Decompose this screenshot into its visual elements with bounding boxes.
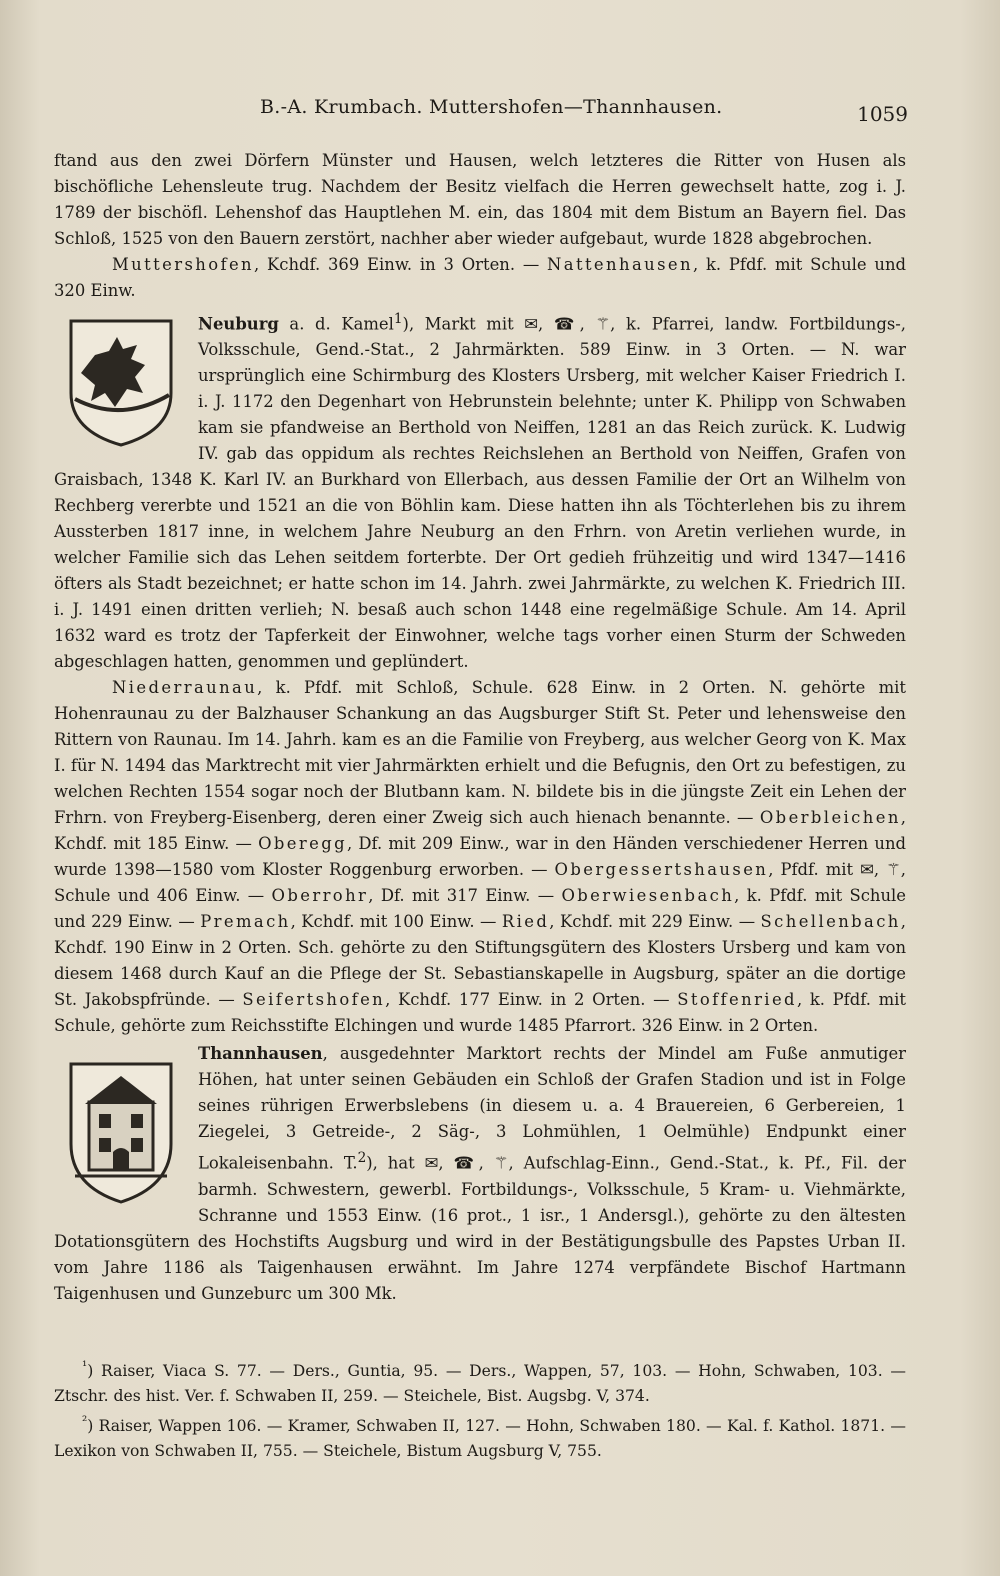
- running-header: [60, 92, 920, 132]
- running-title: B.-A. Krumbach. Muttershofen—Thannhausen.: [260, 96, 723, 118]
- paragraph-muenster: ftand aus den zwei Dörfern Münster und Hausen, welch letzteres die Ritter von Husen als bischöfliche Lehensleute trug. Nachdem der Besitz vielfach die Herren gewechselt hatte, zog i. J. 1789 der bischöfl. Lehenshof das Hauptlehen M. ein, das 1804 mit dem Bistum an Bayern fiel. Das Schloß, 1525 von den Bauern zerstört, nachher aber wieder aufgebaut, wurde 1828 abgebrochen.: [54, 151, 906, 248]
- entry-oberwiesenbach: Oberwiesenbach: [561, 886, 735, 906]
- footnote-2: $^{^2}$) Raiser, Wappen 106. — Kramer, Schwaben II, 127. — Hohn, Schwaben 180. — Kal. f. Kathol. 1871. — Lexikon von Schwaben II, 755. — Steichele, Bistum Augsburg V, 755.: [54, 1414, 906, 1461]
- page-number: 1059: [857, 102, 908, 126]
- paragraph-niederraunau: Niederraunau, k. Pfdf. mit Schloß, Schule. 628 Einw. in 2 Orten. N. gehörte mit Hohenraunau zu der Balzhauser Schankung an das Augsburger Stift St. Peter und lehensweise den Rittern von Raunau. Im 14. Jahrh. kam es an die Familie von Freyberg, aus welcher Georg von K. Max I. für N. 1494 das Marktrecht mit vier Jahrmärkten erhielt und die Befugnis, den Ort zu befestigen, zu welchen Rechten 1554 sogar noch der Blutbann kam. N. bildete bis in die jüngste Zeit ein Lehen der Frhrn. von Freyberg-Eisenberg, deren einer Zweig sich auch hienach benannte. — Oberbleichen, Kchdf. mit 185 Einw. — Oberegg, Df. mit 209 Einw., war in den Händen verschiedener Herren und wurde 1398—1580 vom Kloster Roggenburg erworben. — Obergessertshausen, Pfdf. mit ✉, ⚚, Schule und 406 Einw. — Oberrohr, Df. mit 317 Einw. — Oberwiesenbach, k. Pfdf. mit Schule und 229 Einw. — Premach, Kchdf. mit 100 Einw. — Ried, Kchdf. mit 229 Einw. — Schellenbach, Kchdf. 190 Einw in 2 Orten. Sch. gehörte zu den Stiftungsgütern des Klosters Ursberg und kam von diesem 1468 durch Kauf an die Pflege der St. Sebastianskapelle in Augsburg, später an die dortige St. Jakobspfründe. — Seifertshofen, Kchdf. 177 Einw. in 2 Orten. — Stoffenried, k. Pfdf. mit Schule, gehörte zum Reichsstifte Elchingen und wurde 1485 Pfarrort. 326 Einw. in 2 Orten.: [54, 678, 906, 1036]
- entry-ried: Ried: [501, 912, 550, 932]
- entry-niederraunau: Niederraunau: [112, 678, 258, 698]
- page-body: [54, 148, 906, 1307]
- entry-oberrohr: Oberrohr: [271, 886, 369, 906]
- entry-stoffenried: Stoffenried: [677, 990, 797, 1010]
- entry-neuburg: Neuburg: [198, 314, 279, 334]
- entry-oberegg: Oberegg: [258, 834, 348, 854]
- entry-premach: Premach: [200, 912, 291, 932]
- paragraph-thannhausen: Thannhausen, ausgedehnter Marktort rechts der Mindel am Fuße anmutiger Höhen, hat unter seinen Gebäuden ein Schloß der Grafen Stadion und ist in Folge seines rührigen Erwerbslebens (in diesem u. a. 4 Brauereien, 6 Gerbereien, 1 Ziegelei, 3 Getreide-, 2 Säg-, 3 Lohmühlen, 1 Oelmühle) Endpunkt einer Lokaleisenbahn. T.$^2$), hat ✉, ☎, ⚚, Aufschlag-Einn., Gend.-Stat., k. Pf., Fil. der barmh. Schwestern, gewerbl. Fortbildungs-, Volksschule, 5 Kram- u. Viehmärkte, Schranne und 1553 Einw. (16 prot., 1 isr., 1 Andersgl.), gehörte zu den ältesten Dotationsgütern des Hochstifts Augsburg und wird in der Bestätigungsbulle des Papstes Urban II. vom Jahre 1186 als Taigenhausen erwähnt. Im Jahre 1274 verpfändete Bischof Hartmann Taigenhusen und Gunzeburc um 300 Mk.: [54, 1044, 906, 1303]
- entry-schellenbach: Schellenbach: [760, 912, 901, 932]
- entry-oberbleichen: Oberbleichen: [759, 808, 901, 828]
- footnotes: [54, 1354, 906, 1464]
- entry-obergessertshausen: Obergessertshausen: [554, 860, 769, 880]
- neuburg-coat-of-arms-icon: [60, 312, 182, 452]
- entry-thannhausen: Thannhausen: [198, 1044, 323, 1064]
- entry-nattenhausen: Nattenhausen: [547, 255, 693, 274]
- footnote-1: $^{^1}$) Raiser, Viaca S. 77. — Ders., Guntia, 95. — Ders., Wappen, 57, 103. — Hohn, Schwaben, 103. — Ztschr. des hist. Ver. f. Schwaben II, 259. — Steichele, Bist. Augsbg. V, 374.: [54, 1359, 906, 1406]
- paragraph-muttershofen: Muttershofen, Kchdf. 369 Einw. in 3 Orten. — Nattenhausen, k. Pfdf. mit Schule und 320 Einw.: [54, 255, 907, 300]
- entry-muttershofen: Muttershofen: [112, 255, 255, 274]
- paragraph-neuburg: Neuburg a. d. Kamel$^1$), Markt mit ✉, ☎, ⚚, k. Pfarrei, landw. Fortbildungs-, Volksschule, Gend.-Stat., 2 Jahrmärkten. 589 Einw. in 3 Orten. — N. war ursprünglich eine Schirmburg des Klosters Ursberg, mit welcher Kaiser Friedrich I. i. J. 1172 den Degenhart von Hebrunstein belehnte; unter K. Philipp von Schwaben kam sie pfandweise an Berthold von Neiffen, 1281 an das Reich zurück. K. Ludwig IV. gab das oppidum als rechtes Reichslehen an Berthold von Neiffen, Grafen von Graisbach, 1348 K. Karl IV. an Burkhard von Ellerbach, aus dessen Familie der Ort an Wilhelm von Rechberg vererbte und 1521 an die von Böhlin kam. Diese hatten ihn als Töchterlehen bis zu ihrem Aussterben 1817 inne, in welchem Jahre Neuburg an den Frhrn. von Aretin verliehen wurde, in welcher Familie sich das Lehen seitdem forterbte. Der Ort gedieh frühzeitig und wird 1347—1416 öfters als Stadt bezeichnet; er hatte schon im 14. Jahrh. zwei Jahrmärkte, zu welchen K. Friedrich III. i. J. 1491 einen dritten verlieh; N. besaß auch schon 1448 eine regelmäßige Schule. Am 14. April 1632 ward es trotz der Tapferkeit der Einwohner, welche tags vorher einen Sturm der Schweden abgeschlagen hatten, genommen und geplündert.: [54, 311, 906, 672]
- entry-seifertshofen: Seifertshofen: [242, 990, 386, 1010]
- thannhausen-coat-of-arms-icon: [60, 1053, 182, 1213]
